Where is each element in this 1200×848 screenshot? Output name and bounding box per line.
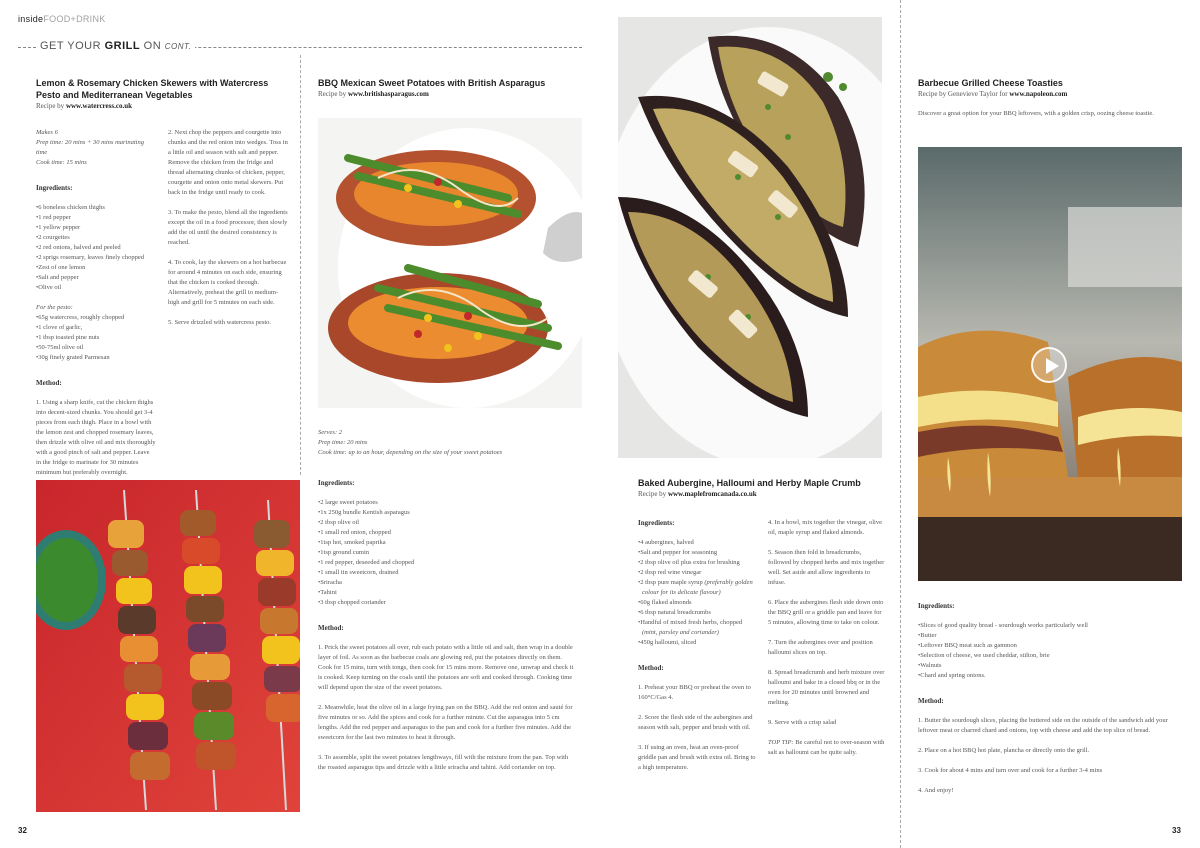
- recipe-cook-time: Cook time: 15 mins: [36, 159, 87, 166]
- method-step-2: 2. Next chop the peppers and courgette into chunks and the red onion into wedges. Toss in a little oil and season with salt and pepper. Remove the chicken from the fridge and thread alternating chunks of chicken, pepper, courgette and onion onto metal skewers. Put back in the fridge until ready to cook.: [168, 129, 288, 196]
- recipe-prep-time: Prep time: 20 mins + 30 mins marinating time: [36, 139, 144, 156]
- recipe-cook-time: Cook time: up to an hour, depending on the size of your sweet potatoes: [318, 449, 503, 456]
- method-step-3: 3. Cook for about 4 mins and turn over and cook for a further 3-4 mins: [918, 767, 1103, 774]
- potato-body: [318, 478, 574, 783]
- ingredients-list: [36, 203, 156, 293]
- list-item: • Zest of one lemon: [36, 263, 156, 273]
- list-item: [638, 538, 756, 548]
- pesto-list: [36, 313, 156, 363]
- method-step-5: 5. Season then fold in breadcrumbs, followed by chopped herbs and mix together well. Set aside and allow ingredients to infuse.: [768, 549, 885, 586]
- method-step-6: 6. Place the aubergines flesh side down onto the BBQ grill or a griddle pan and leave for 5 minutes, allowing time to take on colour.: [768, 599, 884, 626]
- list-item: • 2 sprigs rosemary, leaves finely chopped: [36, 253, 156, 263]
- method-step-1: 1. Butter the sourdough slices, placing the buttered side on the outside of the sandwich add your leftover meat or charred chard and onions, top with cheese and add the top slice of bread.: [918, 717, 1168, 734]
- section-header-text: [36, 40, 195, 52]
- method-step-1: 1. Prick the sweet potatoes all over, rub each potato with a little oil and salt, then wrap in a double layer of foil. As soon as the barbecue coals are glowing red, put the potatoes directly on them. Cook for 15 mins, turn with tongs, then cook for 15 mins more. Remove one, unwrap and check it is cooked. Keep turning on the coals until the potatoes are soft and cooked through. Cooking time will depend upon the size of the sweet potatoes.: [318, 644, 574, 691]
- list-item: • Chard and spring onions.: [918, 671, 1182, 681]
- ingredient-text: 2 tbsp pure maple syrup: [640, 579, 705, 586]
- recipe-credit: [918, 89, 1182, 99]
- list-item: • 2 red onions, halved and peeled: [36, 243, 156, 253]
- list-item: • 2 large sweet potatoes: [318, 498, 574, 508]
- method-step-8: 8. Spread breadcrumb and herb mixture over halloumi and bake in a closed bbq or in the oven for 20 minutes until browned and melting.: [768, 669, 885, 706]
- page-number-left: 32: [18, 826, 27, 835]
- recipe-title: Baked Aubergine, Halloumi and Herby Maple Crumb: [638, 478, 861, 488]
- method-step-5: 5. Serve drizzled with watercress pesto.: [168, 319, 272, 326]
- ingredients-heading: Ingredients:: [638, 519, 675, 527]
- toastie-body: [918, 601, 1182, 806]
- ingredient-note: (preferably golden colour for its delicate flavour): [642, 579, 753, 596]
- method-heading: Method:: [918, 697, 944, 705]
- list-item: • 1 yellow pepper: [36, 223, 156, 233]
- list-item: • Butter: [918, 631, 1182, 641]
- list-item: • 1 red pepper: [36, 213, 156, 223]
- list-item: • Slices of good quality bread - sourdough works particularly well: [918, 621, 1182, 631]
- ingredients-list: [638, 538, 756, 648]
- method-step-2: 2. Meanwhile, heat the olive oil in a large frying pan on the BBQ. Add the red onion and sauté for five minutes or so. Add the spices and cook for a further minute. Cut the asparagus into 5 cm lengths. Add the red pepper and asparagus to the pan and cook for a further five minutes. Add the sweetcorn for the last two minutes to heat it through.: [318, 704, 573, 741]
- list-item: • Walnuts: [918, 661, 1182, 671]
- list-item: • 1 clove of garlic,: [36, 323, 156, 333]
- chicken-column-1: [36, 128, 156, 478]
- ingredients-heading: Ingredients:: [318, 479, 355, 487]
- method-step-9: 9. Serve with a crisp salad: [768, 719, 837, 726]
- column-divider: [900, 0, 901, 848]
- list-item: • 6 boneless chicken thighs: [36, 203, 156, 213]
- ingredients-list: [318, 498, 574, 608]
- list-item: • 50-75ml olive oil: [36, 343, 156, 353]
- recipe-prep-time: Prep time: 20 mins: [318, 439, 368, 446]
- chicken-skewers-photo: [36, 480, 300, 812]
- list-item: • Salt and pepper: [36, 273, 156, 283]
- section-header-post: ON: [140, 40, 165, 52]
- aubergine-recipe-header: [638, 477, 888, 499]
- recipe-credit-link[interactable]: www.britishasparagus.com: [347, 90, 429, 98]
- recipe-credit-label: Recipe by: [638, 490, 667, 498]
- recipe-credit: [318, 89, 588, 99]
- list-item: • 65g watercress, roughly chopped: [36, 313, 156, 323]
- recipe-yield: Serves: 2: [318, 429, 343, 436]
- ingredient-text: 6 tbsp natural breadcrumbs: [640, 609, 711, 616]
- recipe-title: Lemon & Rosemary Chicken Skewers with Watercress Pesto and Mediterranean Vegetables: [36, 78, 269, 100]
- list-item: • 30g finely grated Parmesan: [36, 353, 156, 363]
- ingredient-text: 60g flaked almonds: [640, 599, 692, 606]
- list-item: • Tahini: [318, 588, 574, 598]
- ingredients-heading: Ingredients:: [36, 184, 73, 192]
- recipe-credit-label: Recipe by Genevieve Taylor for: [918, 90, 1008, 98]
- aubergine-photo: [618, 17, 882, 458]
- method-heading: Method:: [36, 379, 62, 387]
- pesto-heading: For the pesto:: [36, 304, 73, 311]
- list-item: • 1 small red onion, chopped: [318, 528, 574, 538]
- recipe-title: Barbecue Grilled Cheese Toasties: [918, 78, 1063, 88]
- section-header-cont: CONT.: [164, 42, 192, 51]
- list-item: [638, 548, 756, 558]
- aubergine-column-2: [768, 518, 886, 758]
- list-item: [638, 638, 756, 648]
- section-header-pre: GET YOUR: [40, 40, 105, 52]
- chicken-column-2: [168, 128, 288, 338]
- list-item: • Olive oil: [36, 283, 156, 293]
- section-header: [18, 40, 582, 54]
- list-item: • 1 small tin sweetcorn, drained: [318, 568, 574, 578]
- list-item: • 1x 250g bundle Kentish asparagus: [318, 508, 574, 518]
- magazine-title: [18, 14, 106, 24]
- method-heading: Method:: [638, 664, 664, 672]
- method-step-4: 4. In a bowl, mix together the vinegar, olive oil, maple syrup and flaked almonds.: [768, 519, 883, 536]
- recipe-credit-label: Recipe by: [36, 102, 65, 110]
- method-step-3: 3. If using an oven, heat an oven-proof griddle pan and brush with extra oil. Bring to a high temperature.: [638, 744, 756, 771]
- ingredients-heading: Ingredients:: [918, 602, 955, 610]
- potato-recipe-header: [318, 77, 588, 99]
- list-item: [638, 608, 756, 618]
- list-item: [638, 568, 756, 578]
- toastie-recipe-header: [918, 77, 1182, 119]
- magazine-prefix: inside: [18, 14, 44, 24]
- list-item: • 2 courgettes: [36, 233, 156, 243]
- list-item: • 1tsp hot, smoked paprika: [318, 538, 574, 548]
- method-step-3: 3. To assemble, split the sweet potatoes lengthways, fill with the mixture from the pan. Top with the roasted asparagus tips and drizzle with a little sriracha and tahini. Add coriander on top.: [318, 754, 569, 771]
- column-divider: [300, 55, 301, 475]
- ingredients-list: [918, 621, 1182, 681]
- recipe-credit-link[interactable]: www.napoleon.com: [1009, 90, 1068, 98]
- recipe-credit-link[interactable]: www.maplefromcanada.co.uk: [667, 490, 757, 498]
- recipe-title: BBQ Mexican Sweet Potatoes with British Asparagus: [318, 78, 546, 88]
- ingredient-text: 2 tbsp olive oil plus extra for brushing: [640, 559, 740, 566]
- list-item: • Sriracha: [318, 578, 574, 588]
- top-tip-label: TOP TIP:: [768, 739, 794, 746]
- list-item: • 2 tbsp olive oil: [318, 518, 574, 528]
- ingredient-text: 2 tbsp red wine vinegar: [640, 569, 702, 576]
- method-step-2: 2. Place on a hot BBQ hot plate, plancha or directly onto the grill.: [918, 747, 1090, 754]
- potato-meta: [318, 428, 582, 458]
- ingredient-note: (mint, parsley and coriander): [642, 629, 719, 636]
- recipe-yield: Makes 6: [36, 129, 58, 136]
- method-step-4: 4. And enjoy!: [918, 787, 954, 794]
- list-item: [638, 558, 756, 568]
- method-step-1: 1. Preheat your BBQ or preheat the oven to 160°C/Gas 4.: [638, 684, 751, 701]
- top-tip-text: Be careful not to over-season with salt as halloumi can be quite salty.: [768, 739, 885, 756]
- sweet-potato-photo: [318, 118, 582, 408]
- magazine-section: FOOD+DRINK: [43, 14, 106, 24]
- list-item: • 3 tbsp chopped coriander: [318, 598, 574, 608]
- method-step-text: 1. Using a sharp knife, cut the chicken thighs into decent-sized chunks. You should get 3-4 pieces from each thigh. Place in a bowl with the lemon zest and chopped rosemary leaves, then drizzle with olive oil and mix thoroughly with a good pinch of salt and pepper. Leave in the fridge to marinate for 30 minutes minimum but preferably overnight.: [36, 399, 156, 476]
- recipe-intro: Discover a great option for your BBQ leftovers, with a golden crisp, oozing cheese toastie.: [918, 110, 1154, 117]
- method-heading: Method:: [318, 624, 344, 632]
- method-step-4: 4. To cook, lay the skewers on a hot barbecue for around 4 minutes on each side, ensuring that the chicken is cooked through. Alternatively, preheat the grill to medium-high and grill for 5 minutes on each side.: [168, 259, 287, 306]
- section-header-bold: GRILL: [104, 40, 141, 52]
- page-number-right: 33: [1172, 826, 1181, 835]
- list-item: [638, 578, 756, 598]
- recipe-credit: [36, 101, 286, 111]
- list-item: • 1 red pepper, deseeded and chopped: [318, 558, 574, 568]
- ingredient-text: 450g halloumi, sliced: [640, 639, 697, 646]
- play-video-icon[interactable]: [1031, 347, 1067, 383]
- ingredient-text: Handful of mixed fresh herbs, chopped: [640, 619, 743, 626]
- chicken-recipe-header: [36, 77, 286, 111]
- recipe-credit-link[interactable]: www.watercress.co.uk: [65, 102, 132, 110]
- list-item: [638, 618, 756, 638]
- ingredient-text: Salt and pepper for seasoning: [640, 549, 718, 556]
- list-item: • Selection of cheese, we used cheddar, stilton, brie: [918, 651, 1182, 661]
- list-item: [638, 598, 756, 608]
- top-tip: [768, 738, 886, 758]
- ingredient-text: 4 aubergines, halved: [640, 539, 694, 546]
- recipe-credit: [638, 489, 888, 499]
- method-step-3: 3. To make the pesto, blend all the ingredients except the oil in a food processor, then slowly add the oil until the desired consistency is reached.: [168, 209, 288, 246]
- method-step-1: [36, 398, 156, 478]
- method-step-2: 2. Score the flesh side of the aubergines and season with salt, pepper and brush with oil.: [638, 714, 753, 731]
- recipe-credit-label: Recipe by: [318, 90, 347, 98]
- method-step-7: 7. Turn the aubergines over and position halloumi slices on top.: [768, 639, 873, 656]
- list-item: • 1 tbsp toasted pine nuts: [36, 333, 156, 343]
- aubergine-column-1: [638, 518, 756, 783]
- list-item: • Leftover BBQ meat such as gammon: [918, 641, 1182, 651]
- list-item: • 1tsp ground cumin: [318, 548, 574, 558]
